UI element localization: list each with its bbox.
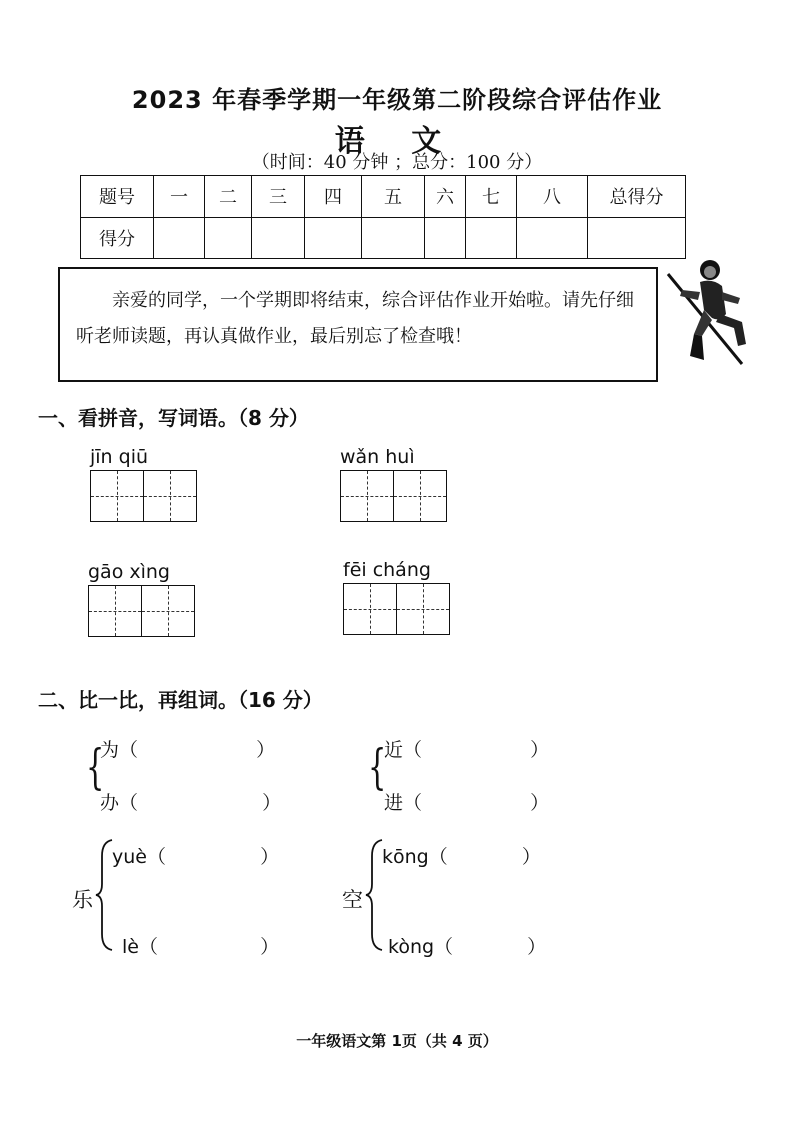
writing-cell[interactable]	[142, 586, 194, 636]
score-table-header: 三	[252, 176, 305, 218]
paren-close: ）	[260, 936, 280, 958]
writing-cell[interactable]	[144, 471, 196, 521]
writing-cell[interactable]	[394, 471, 446, 521]
pinyin-item	[343, 559, 450, 635]
polyphonic-pinyin: kòng（	[388, 936, 454, 958]
writing-grid[interactable]	[88, 585, 195, 637]
paren-close: ）	[521, 846, 541, 868]
paren-close: ）	[530, 739, 550, 761]
compare-char: 为（	[100, 739, 139, 761]
polyphonic-item	[112, 842, 279, 869]
polyphonic-pinyin: lè（	[122, 936, 158, 958]
compare-char: 进（	[384, 792, 423, 814]
brace-icon	[364, 836, 384, 954]
score-cell[interactable]	[517, 217, 588, 259]
score-cell[interactable]	[205, 217, 252, 259]
score-cell[interactable]	[252, 217, 305, 259]
pinyin-item	[90, 446, 197, 522]
writing-cell[interactable]	[89, 586, 142, 636]
monkey-king-icon	[664, 252, 756, 370]
notice-text: 亲爱的同学，一个学期即将结束，综合评估作业开始啦。请先仔细听老师读题，再认真做作业，最后别忘了检查哦！	[76, 290, 634, 347]
score-table-header: 八	[517, 176, 588, 218]
compare-item	[100, 735, 275, 762]
writing-grid[interactable]	[343, 583, 450, 635]
writing-cell[interactable]	[341, 471, 394, 521]
score-table-header: 一	[154, 176, 205, 218]
writing-grid[interactable]	[340, 470, 447, 522]
polyphonic-item	[388, 932, 546, 959]
compare-item	[100, 788, 281, 815]
score-table-header: 四	[305, 176, 362, 218]
section1-heading: 一、看拼音，写词语。（8 分）	[38, 406, 309, 430]
score-cell[interactable]	[362, 217, 425, 259]
polyphonic-char: 乐	[72, 888, 93, 912]
notice-box	[58, 267, 658, 382]
score-table-header: 六	[425, 176, 466, 218]
compare-char: 近（	[384, 739, 423, 761]
score-table-row-label: 得分	[81, 217, 154, 259]
score-table	[80, 175, 686, 259]
score-table-header: 五	[362, 176, 425, 218]
pinyin-label: jīn qiū	[90, 446, 149, 468]
writing-cell[interactable]	[344, 584, 397, 634]
paren-close: ）	[260, 846, 280, 868]
page-title: 2023 年春季学期一年级第二阶段综合评估作业	[131, 86, 663, 114]
compare-char: 办（	[100, 792, 139, 814]
pinyin-label: fēi cháng	[343, 559, 431, 581]
page-footer: 一年级语文第 1页（共 4 页）	[296, 1032, 498, 1050]
polyphonic-pinyin: kōng（	[382, 846, 448, 868]
score-cell[interactable]	[154, 217, 205, 259]
score-cell[interactable]	[305, 217, 362, 259]
pinyin-label: gāo xìng	[88, 561, 170, 583]
compare-item	[384, 788, 549, 815]
paren-close: ）	[530, 792, 550, 814]
compare-item	[384, 735, 549, 762]
pinyin-label: wǎn huì	[340, 446, 415, 468]
polyphonic-char: 空	[342, 888, 363, 912]
section2-heading: 二、比一比，再组词。（16 分）	[38, 688, 323, 712]
paren-close: ）	[527, 936, 547, 958]
score-cell[interactable]	[466, 217, 517, 259]
writing-cell[interactable]	[397, 584, 449, 634]
brace-icon: {	[86, 739, 105, 795]
score-table-header: 七	[466, 176, 517, 218]
score-cell[interactable]	[425, 217, 466, 259]
paren-close: ）	[262, 792, 282, 814]
exam-meta: （时间：40 分钟 ；总分：100 分）	[251, 152, 543, 173]
writing-grid[interactable]	[90, 470, 197, 522]
subject-title: 语 文	[334, 124, 460, 159]
brace-icon: {	[368, 739, 387, 795]
paren-close: ）	[256, 739, 276, 761]
writing-cell[interactable]	[91, 471, 144, 521]
pinyin-item	[340, 446, 447, 522]
score-table-header-row	[81, 176, 686, 218]
pinyin-item	[88, 561, 195, 637]
score-table-header: 二	[205, 176, 252, 218]
polyphonic-item	[382, 842, 541, 869]
score-table-header: 题号	[81, 176, 154, 218]
score-table-header: 总得分	[588, 176, 686, 218]
polyphonic-item	[122, 932, 279, 959]
score-table-score-row	[81, 217, 686, 259]
brace-icon	[94, 836, 114, 954]
polyphonic-pinyin: yuè（	[112, 846, 166, 868]
